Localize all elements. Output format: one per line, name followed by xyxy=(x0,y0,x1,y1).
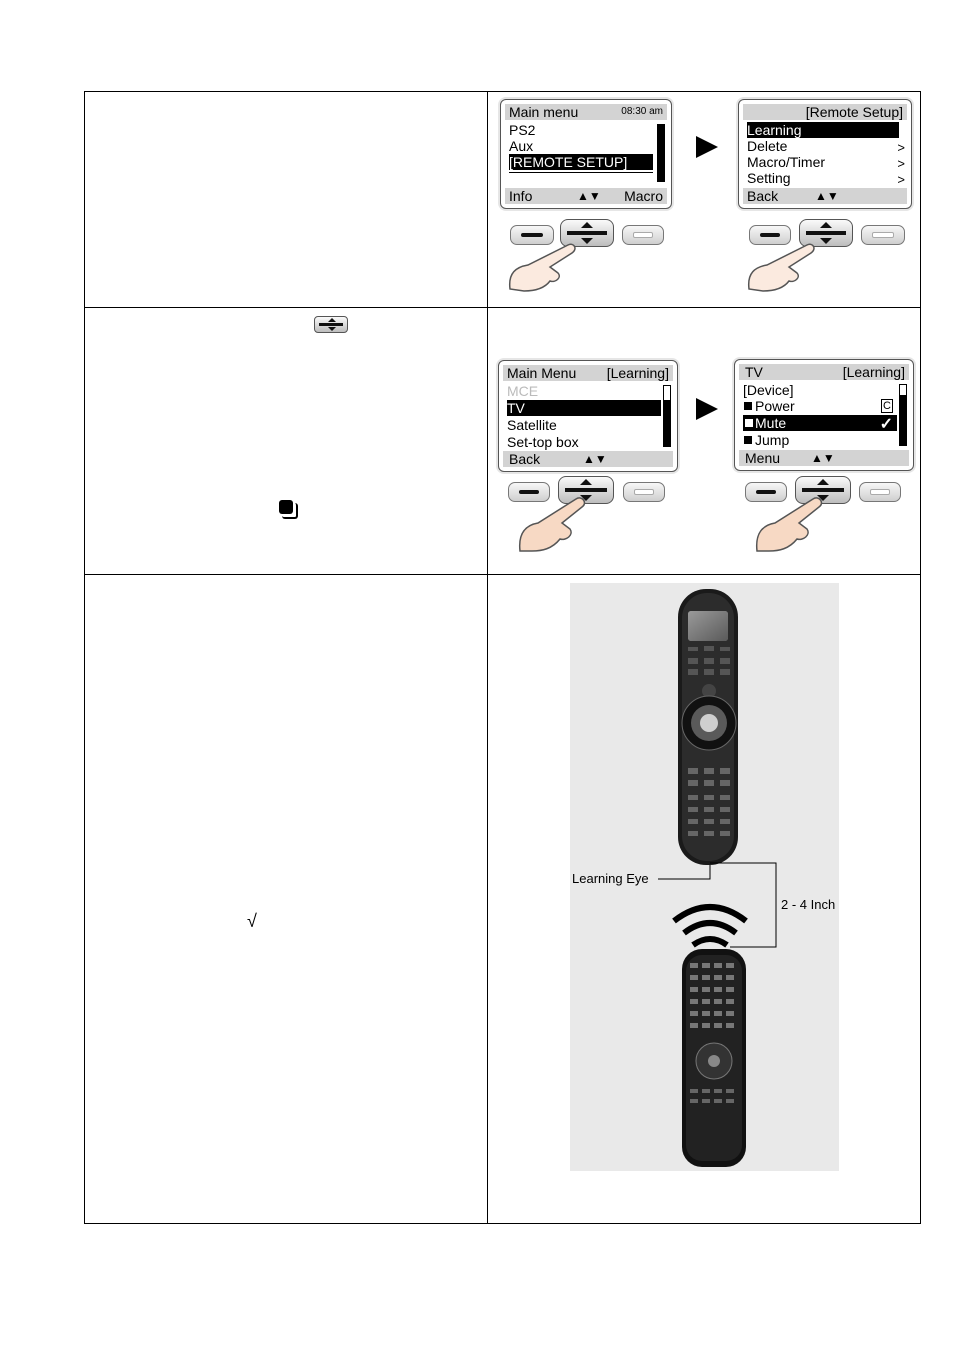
softkey-left-label: Menu xyxy=(745,450,781,466)
navigation-key-icon xyxy=(314,316,348,333)
softkey-right-button[interactable] xyxy=(859,482,901,502)
instruction-cell xyxy=(85,575,487,1225)
softkey-left-label: Back xyxy=(747,188,779,204)
next-arrow-icon xyxy=(696,136,718,158)
pointing-hand-icon xyxy=(504,237,594,292)
menu-item[interactable]: PS2 xyxy=(509,122,536,138)
table-row xyxy=(85,92,920,308)
softkey-right-button[interactable] xyxy=(622,225,664,245)
submenu-arrow: > xyxy=(897,140,905,155)
lcd-footer xyxy=(739,450,909,466)
updown-icon: ▲▼ xyxy=(577,189,601,203)
updown-icon: ▲▼ xyxy=(583,452,607,466)
table-row xyxy=(85,308,920,575)
table-row xyxy=(85,575,920,1225)
scrollbar[interactable] xyxy=(663,385,671,447)
menu-item[interactable]: Set-top box xyxy=(507,434,579,450)
learned-key-icon xyxy=(744,402,752,410)
submenu-arrow: > xyxy=(897,156,905,171)
updown-icon: ▲▼ xyxy=(811,451,835,465)
softkey-right-label: Macro xyxy=(624,188,663,204)
scrollbar[interactable] xyxy=(657,124,665,182)
updown-icon: ▲▼ xyxy=(815,189,839,203)
instruction-cell xyxy=(85,308,487,574)
menu-item[interactable]: Jump xyxy=(755,432,790,448)
menu-item[interactable]: [Device] xyxy=(743,382,794,398)
lcd-title: [Remote Setup] xyxy=(805,104,903,120)
lcd-header xyxy=(503,365,673,381)
menu-item-selected[interactable]: Learning xyxy=(747,122,802,138)
lcd-tv-learning xyxy=(734,359,914,471)
pointing-hand-icon xyxy=(743,237,833,292)
pointing-hand-icon xyxy=(516,493,606,553)
clear-mark: C xyxy=(883,400,891,412)
illustration-cell xyxy=(488,575,920,1225)
softkey-left-label: Info xyxy=(509,188,533,204)
learned-key-icon xyxy=(279,500,297,518)
instruction-cell xyxy=(85,92,487,307)
lcd-subtitle: [Learning] xyxy=(606,365,669,381)
instruction-table xyxy=(84,91,921,1224)
selection-highlight xyxy=(507,400,661,416)
lcd-learning-menu xyxy=(498,360,678,472)
lcd-header xyxy=(743,104,907,120)
softkey-right-button[interactable] xyxy=(623,482,665,502)
illustration-cell xyxy=(488,308,920,574)
menu-item-selected[interactable]: [REMOTE SETUP] xyxy=(509,154,628,170)
lcd-footer xyxy=(505,188,667,204)
lcd-title: TV xyxy=(745,364,763,380)
lcd-remote-setup xyxy=(738,99,912,209)
menu-item[interactable]: Setting xyxy=(747,170,791,186)
lcd-header xyxy=(505,104,667,120)
softkey-right-button[interactable] xyxy=(861,225,905,245)
next-arrow-icon xyxy=(696,398,718,420)
remote-learning-photo xyxy=(570,583,839,1171)
menu-item[interactable]: Delete xyxy=(747,138,788,154)
menu-item[interactable]: Satellite xyxy=(507,417,557,433)
check-symbol: √ xyxy=(247,911,257,931)
softkey-left-label: Back xyxy=(509,451,541,467)
scrollbar[interactable] xyxy=(899,384,907,446)
lcd-clock: 08:30 am xyxy=(621,106,663,117)
divider xyxy=(509,172,653,173)
lcd-subtitle: [Learning] xyxy=(842,364,905,380)
distance-label: 2 - 4 Inch xyxy=(781,897,836,912)
submenu-arrow: > xyxy=(897,172,905,187)
learned-key-icon xyxy=(744,436,752,444)
lcd-main-menu xyxy=(500,99,672,209)
lcd-footer xyxy=(743,188,907,204)
menu-item-selected[interactable]: Mute xyxy=(755,415,787,431)
pointing-hand-icon xyxy=(753,493,843,553)
menu-item-selected[interactable]: TV xyxy=(507,400,525,416)
menu-item-disabled: MCE xyxy=(507,383,539,399)
lcd-title: Main Menu xyxy=(507,365,577,381)
illustration-cell xyxy=(488,92,920,307)
lcd-title: Main menu xyxy=(509,104,579,120)
lcd-header xyxy=(739,364,909,380)
menu-item[interactable]: Power xyxy=(755,398,795,414)
learning-eye-label: Learning Eye xyxy=(572,871,649,886)
lcd-footer xyxy=(503,451,673,467)
learned-check-mark: ✓ xyxy=(879,416,893,433)
menu-item[interactable]: Macro/Timer xyxy=(747,154,826,170)
menu-item[interactable]: Aux xyxy=(509,138,534,154)
